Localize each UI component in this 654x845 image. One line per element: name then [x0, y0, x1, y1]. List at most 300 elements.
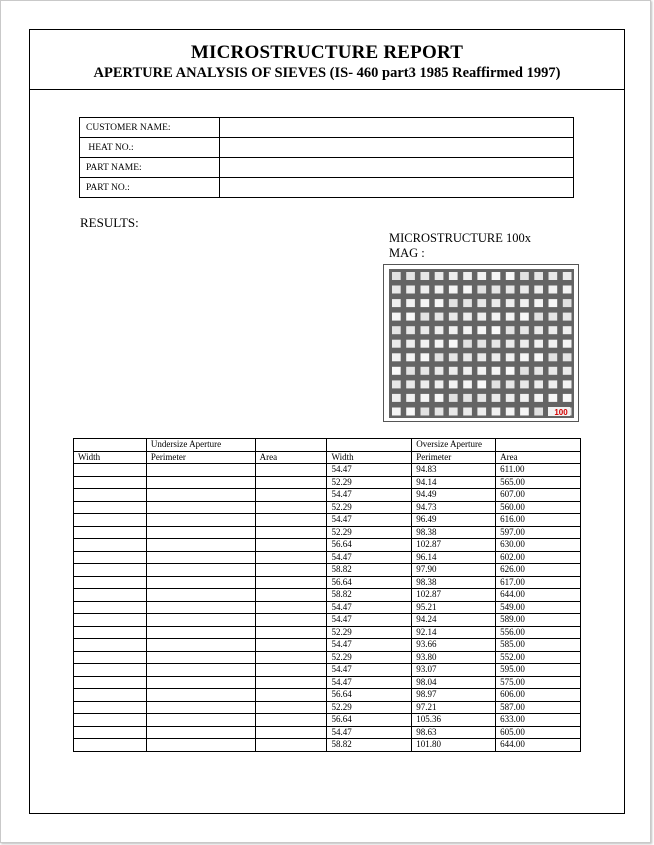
- table-cell: [255, 476, 327, 489]
- mesh-aperture: [449, 313, 458, 321]
- table-cell: [146, 651, 255, 664]
- table-cell: [146, 639, 255, 652]
- info-row-heat: [80, 138, 574, 158]
- table-cell: 52.29: [327, 476, 412, 489]
- mesh-aperture: [406, 394, 415, 402]
- mesh-aperture: [506, 286, 515, 294]
- table-row: [74, 551, 581, 564]
- table-cell: [255, 526, 327, 539]
- group-header-blank: [74, 439, 147, 452]
- table-cell: 102.87: [412, 539, 496, 552]
- mesh-aperture: [463, 353, 472, 361]
- mesh-aperture: [492, 380, 501, 388]
- group-header-blank: [496, 439, 581, 452]
- column-header: Perimeter: [146, 451, 255, 464]
- table-cell: [146, 464, 255, 477]
- table-cell: [74, 551, 147, 564]
- mesh-aperture: [449, 408, 458, 416]
- table-cell: [146, 501, 255, 514]
- mesh-aperture: [435, 286, 444, 294]
- mesh-aperture: [435, 408, 444, 416]
- table-cell: [74, 464, 147, 477]
- mesh-aperture: [421, 394, 430, 402]
- info-row-part-name: [80, 158, 574, 178]
- table-cell: 556.00: [496, 626, 581, 639]
- table-cell: [255, 676, 327, 689]
- table-cell: [74, 676, 147, 689]
- mesh-aperture: [506, 299, 515, 307]
- table-cell: [255, 539, 327, 552]
- table-cell: 94.73: [412, 501, 496, 514]
- info-table: [79, 117, 574, 198]
- mesh-aperture: [477, 408, 486, 416]
- table-cell: 58.82: [327, 739, 412, 752]
- table-row: [74, 489, 581, 502]
- microstructure-caption-line1: MICROSTRUCTURE 100x: [389, 231, 532, 245]
- part-no-field[interactable]: [220, 178, 574, 198]
- mesh-aperture: [477, 380, 486, 388]
- table-cell: 630.00: [496, 539, 581, 552]
- mesh-aperture: [435, 313, 444, 321]
- mesh-aperture: [534, 326, 543, 334]
- mesh-aperture: [492, 340, 501, 348]
- mesh-aperture: [477, 313, 486, 321]
- mesh-aperture: [563, 272, 572, 280]
- mesh-aperture: [449, 340, 458, 348]
- table-cell: [74, 501, 147, 514]
- mesh-aperture: [406, 340, 415, 348]
- mesh-aperture: [449, 394, 458, 402]
- mesh-aperture: [463, 326, 472, 334]
- mesh-aperture: [534, 367, 543, 375]
- table-cell: [74, 489, 147, 502]
- table-row: [74, 589, 581, 602]
- mesh-aperture: [549, 326, 558, 334]
- info-row-customer: [80, 118, 574, 138]
- table-cell: 56.64: [327, 539, 412, 552]
- table-cell: 93.80: [412, 651, 496, 664]
- mesh-aperture: [421, 286, 430, 294]
- mesh-aperture: [520, 380, 529, 388]
- mesh-aperture: [463, 394, 472, 402]
- table-cell: [146, 714, 255, 727]
- table-cell: 98.38: [412, 526, 496, 539]
- customer-name-label: CUSTOMER NAME:: [80, 118, 220, 138]
- table-cell: [255, 564, 327, 577]
- table-cell: [146, 626, 255, 639]
- table-cell: 98.63: [412, 726, 496, 739]
- table-cell: 92.14: [412, 626, 496, 639]
- mesh-aperture: [563, 286, 572, 294]
- mesh-aperture: [435, 367, 444, 375]
- table-cell: [146, 576, 255, 589]
- table-row: [74, 676, 581, 689]
- mesh-aperture: [463, 313, 472, 321]
- undersize-header: Undersize Aperture: [146, 439, 255, 452]
- mesh-aperture: [563, 326, 572, 334]
- mesh-aperture: [449, 367, 458, 375]
- table-cell: 605.00: [496, 726, 581, 739]
- table-cell: 98.38: [412, 576, 496, 589]
- table-cell: [74, 589, 147, 602]
- table-cell: [255, 714, 327, 727]
- table-row: [74, 601, 581, 614]
- mesh-aperture: [392, 340, 401, 348]
- table-cell: 626.00: [496, 564, 581, 577]
- column-header: Area: [496, 451, 581, 464]
- mesh-aperture: [449, 353, 458, 361]
- mesh-aperture: [463, 367, 472, 375]
- table-row: [74, 714, 581, 727]
- table-cell: 54.47: [327, 551, 412, 564]
- mesh-aperture: [534, 340, 543, 348]
- heat-no-field[interactable]: [220, 138, 574, 158]
- table-cell: 56.64: [327, 714, 412, 727]
- table-row: [74, 464, 581, 477]
- table-cell: [74, 601, 147, 614]
- table-cell: 585.00: [496, 639, 581, 652]
- mesh-aperture: [463, 299, 472, 307]
- report-title: MICROSTRUCTURE REPORT: [190, 42, 464, 63]
- table-cell: 595.00: [496, 664, 581, 677]
- mesh-aperture: [421, 353, 430, 361]
- table-cell: 94.24: [412, 614, 496, 627]
- mesh-aperture: [563, 353, 572, 361]
- table-cell: [255, 576, 327, 589]
- mesh-aperture: [392, 286, 401, 294]
- table-cell: [74, 714, 147, 727]
- table-cell: 52.29: [327, 701, 412, 714]
- column-header: Width: [74, 451, 147, 464]
- table-cell: 552.00: [496, 651, 581, 664]
- mesh-aperture: [506, 326, 515, 334]
- scale-bar-label: 100: [554, 408, 568, 417]
- mesh-aperture: [492, 272, 501, 280]
- table-cell: 97.21: [412, 701, 496, 714]
- mesh-aperture: [435, 272, 444, 280]
- mesh-aperture: [392, 326, 401, 334]
- mesh-aperture: [449, 286, 458, 294]
- table-cell: 617.00: [496, 576, 581, 589]
- table-cell: [146, 726, 255, 739]
- table-cell: [74, 651, 147, 664]
- table-cell: 58.82: [327, 589, 412, 602]
- mesh-aperture: [463, 272, 472, 280]
- column-header-row: [74, 451, 581, 464]
- mesh-aperture: [421, 299, 430, 307]
- table-cell: 616.00: [496, 514, 581, 527]
- customer-name-field[interactable]: [220, 118, 574, 138]
- table-cell: 606.00: [496, 689, 581, 702]
- table-row: [74, 614, 581, 627]
- table-cell: [255, 701, 327, 714]
- mesh-aperture: [534, 380, 543, 388]
- mesh-aperture: [435, 326, 444, 334]
- mesh-aperture: [506, 394, 515, 402]
- info-row-part-no: [80, 178, 574, 198]
- table-row: [74, 476, 581, 489]
- mesh-aperture: [406, 326, 415, 334]
- header-divider: [29, 89, 625, 90]
- table-cell: 94.83: [412, 464, 496, 477]
- aperture-table: [73, 438, 581, 752]
- table-cell: [255, 664, 327, 677]
- table-cell: 589.00: [496, 614, 581, 627]
- mesh-aperture: [421, 340, 430, 348]
- mesh-aperture: [477, 394, 486, 402]
- mesh-aperture: [392, 299, 401, 307]
- mesh-aperture: [406, 299, 415, 307]
- mesh-aperture: [534, 272, 543, 280]
- table-cell: 644.00: [496, 589, 581, 602]
- table-cell: [146, 601, 255, 614]
- mesh-aperture: [406, 408, 415, 416]
- table-cell: 98.04: [412, 676, 496, 689]
- mesh-aperture: [520, 367, 529, 375]
- mesh-aperture: [549, 380, 558, 388]
- table-cell: [74, 539, 147, 552]
- mesh-aperture: [392, 408, 401, 416]
- mesh-aperture: [392, 272, 401, 280]
- table-cell: 644.00: [496, 739, 581, 752]
- mesh-aperture: [492, 313, 501, 321]
- table-cell: 565.00: [496, 476, 581, 489]
- mesh-aperture: [563, 367, 572, 375]
- table-cell: [74, 614, 147, 627]
- mesh-aperture: [520, 408, 529, 416]
- table-cell: [146, 614, 255, 627]
- table-cell: 54.47: [327, 514, 412, 527]
- table-row: [74, 651, 581, 664]
- table-cell: [74, 576, 147, 589]
- mesh-aperture: [406, 272, 415, 280]
- table-cell: 94.49: [412, 489, 496, 502]
- mesh-aperture: [506, 340, 515, 348]
- table-cell: 597.00: [496, 526, 581, 539]
- mesh-aperture: [520, 286, 529, 294]
- table-cell: [146, 526, 255, 539]
- part-no-label: PART NO.:: [80, 178, 220, 198]
- table-cell: 97.90: [412, 564, 496, 577]
- mesh-aperture: [534, 286, 543, 294]
- mesh-aperture: [392, 380, 401, 388]
- mesh-aperture: [534, 353, 543, 361]
- mesh-aperture: [435, 380, 444, 388]
- mesh-aperture: [477, 299, 486, 307]
- table-row: [74, 576, 581, 589]
- table-cell: [146, 689, 255, 702]
- mesh-aperture: [449, 380, 458, 388]
- mesh-aperture: [563, 394, 572, 402]
- oversize-header: Oversize Aperture: [412, 439, 496, 452]
- mesh-aperture: [392, 367, 401, 375]
- mesh-aperture: [463, 286, 472, 294]
- mesh-aperture: [463, 340, 472, 348]
- mesh-aperture: [477, 340, 486, 348]
- mesh-aperture: [392, 394, 401, 402]
- mesh-aperture: [477, 272, 486, 280]
- mesh-aperture: [563, 299, 572, 307]
- table-cell: 52.29: [327, 526, 412, 539]
- table-cell: [74, 526, 147, 539]
- report-subtitle: APERTURE ANALYSIS OF SIEVES (IS- 460 part3 1985 Reaffirmed 1997): [93, 65, 561, 81]
- table-cell: 54.47: [327, 464, 412, 477]
- table-cell: 101.80: [412, 739, 496, 752]
- table-cell: [74, 476, 147, 489]
- table-cell: [146, 676, 255, 689]
- mesh-aperture: [534, 299, 543, 307]
- table-cell: 94.14: [412, 476, 496, 489]
- microstructure-caption: [389, 231, 531, 261]
- table-cell: [74, 689, 147, 702]
- table-cell: 58.82: [327, 564, 412, 577]
- mesh-aperture: [549, 394, 558, 402]
- column-header: Width: [327, 451, 412, 464]
- table-cell: [255, 689, 327, 702]
- mesh-aperture: [549, 367, 558, 375]
- mesh-aperture: [492, 367, 501, 375]
- mesh-aperture: [563, 313, 572, 321]
- mesh-aperture: [549, 272, 558, 280]
- mesh-aperture: [421, 408, 430, 416]
- mesh-aperture: [492, 353, 501, 361]
- table-cell: 54.47: [327, 614, 412, 627]
- table-cell: [255, 739, 327, 752]
- table-cell: [255, 514, 327, 527]
- part-name-label: PART NAME:: [80, 158, 220, 178]
- table-cell: [146, 489, 255, 502]
- table-cell: [74, 664, 147, 677]
- column-header: Perimeter: [412, 451, 496, 464]
- table-cell: 52.29: [327, 651, 412, 664]
- mesh-aperture: [392, 313, 401, 321]
- mesh-aperture: [492, 299, 501, 307]
- mesh-aperture: [421, 380, 430, 388]
- table-cell: 54.47: [327, 664, 412, 677]
- table-cell: [74, 739, 147, 752]
- table-cell: 105.36: [412, 714, 496, 727]
- table-cell: [146, 551, 255, 564]
- mesh-aperture: [421, 313, 430, 321]
- mesh-aperture: [435, 299, 444, 307]
- mesh-aperture: [492, 286, 501, 294]
- table-cell: 633.00: [496, 714, 581, 727]
- table-cell: 52.29: [327, 626, 412, 639]
- table-cell: 56.64: [327, 576, 412, 589]
- table-cell: 54.47: [327, 489, 412, 502]
- table-cell: 560.00: [496, 501, 581, 514]
- mesh-aperture: [549, 353, 558, 361]
- mesh-aperture: [406, 380, 415, 388]
- mesh-aperture: [421, 326, 430, 334]
- mesh-aperture: [421, 272, 430, 280]
- table-row: [74, 739, 581, 752]
- mesh-aperture: [449, 326, 458, 334]
- mesh-aperture: [392, 353, 401, 361]
- mesh-aperture: [506, 353, 515, 361]
- table-cell: 95.21: [412, 601, 496, 614]
- table-row: [74, 626, 581, 639]
- mesh-aperture: [406, 367, 415, 375]
- mesh-aperture: [492, 408, 501, 416]
- heat-no-label: HEAT NO.:: [80, 138, 220, 158]
- table-cell: [146, 701, 255, 714]
- table-cell: 56.64: [327, 689, 412, 702]
- mesh-aperture: [435, 353, 444, 361]
- mesh-aperture: [506, 272, 515, 280]
- table-cell: [74, 564, 147, 577]
- table-row: [74, 726, 581, 739]
- table-row: [74, 564, 581, 577]
- column-header: Area: [255, 451, 327, 464]
- table-cell: 611.00: [496, 464, 581, 477]
- table-row: [74, 514, 581, 527]
- table-cell: 98.97: [412, 689, 496, 702]
- table-row: [74, 689, 581, 702]
- results-label: RESULTS:: [80, 215, 139, 230]
- mesh-aperture: [563, 340, 572, 348]
- mesh-aperture: [534, 408, 543, 416]
- table-cell: [255, 589, 327, 602]
- mesh-aperture: [506, 313, 515, 321]
- table-cell: [255, 501, 327, 514]
- table-row: [74, 539, 581, 552]
- mesh-aperture: [406, 353, 415, 361]
- table-cell: [74, 726, 147, 739]
- table-cell: 54.47: [327, 639, 412, 652]
- table-cell: 607.00: [496, 489, 581, 502]
- mesh-aperture: [520, 394, 529, 402]
- table-cell: [74, 701, 147, 714]
- table-cell: 549.00: [496, 601, 581, 614]
- table-cell: [255, 464, 327, 477]
- group-header-blank: [327, 439, 412, 452]
- table-cell: [74, 514, 147, 527]
- table-cell: 93.07: [412, 664, 496, 677]
- mesh-aperture: [520, 340, 529, 348]
- table-cell: [146, 564, 255, 577]
- microstructure-caption-line2: MAG :: [389, 246, 425, 260]
- mesh-aperture: [506, 367, 515, 375]
- mesh-aperture: [506, 380, 515, 388]
- table-cell: 54.47: [327, 726, 412, 739]
- table-cell: [146, 476, 255, 489]
- mesh-aperture: [477, 353, 486, 361]
- mesh-aperture: [449, 299, 458, 307]
- part-name-field[interactable]: [220, 158, 574, 178]
- mesh-aperture: [549, 313, 558, 321]
- mesh-aperture: [463, 380, 472, 388]
- table-cell: 602.00: [496, 551, 581, 564]
- mesh-aperture: [520, 326, 529, 334]
- group-header-row: [74, 439, 581, 452]
- table-cell: [146, 589, 255, 602]
- mesh-aperture: [435, 394, 444, 402]
- table-cell: [74, 626, 147, 639]
- mesh-aperture: [406, 313, 415, 321]
- table-cell: [146, 514, 255, 527]
- table-cell: 96.49: [412, 514, 496, 527]
- mesh-aperture: [549, 286, 558, 294]
- table-cell: 575.00: [496, 676, 581, 689]
- mesh-aperture: [520, 353, 529, 361]
- mesh-aperture: [435, 340, 444, 348]
- table-cell: [255, 614, 327, 627]
- mesh-aperture: [520, 313, 529, 321]
- table-cell: [74, 639, 147, 652]
- table-row: [74, 701, 581, 714]
- mesh-aperture: [477, 326, 486, 334]
